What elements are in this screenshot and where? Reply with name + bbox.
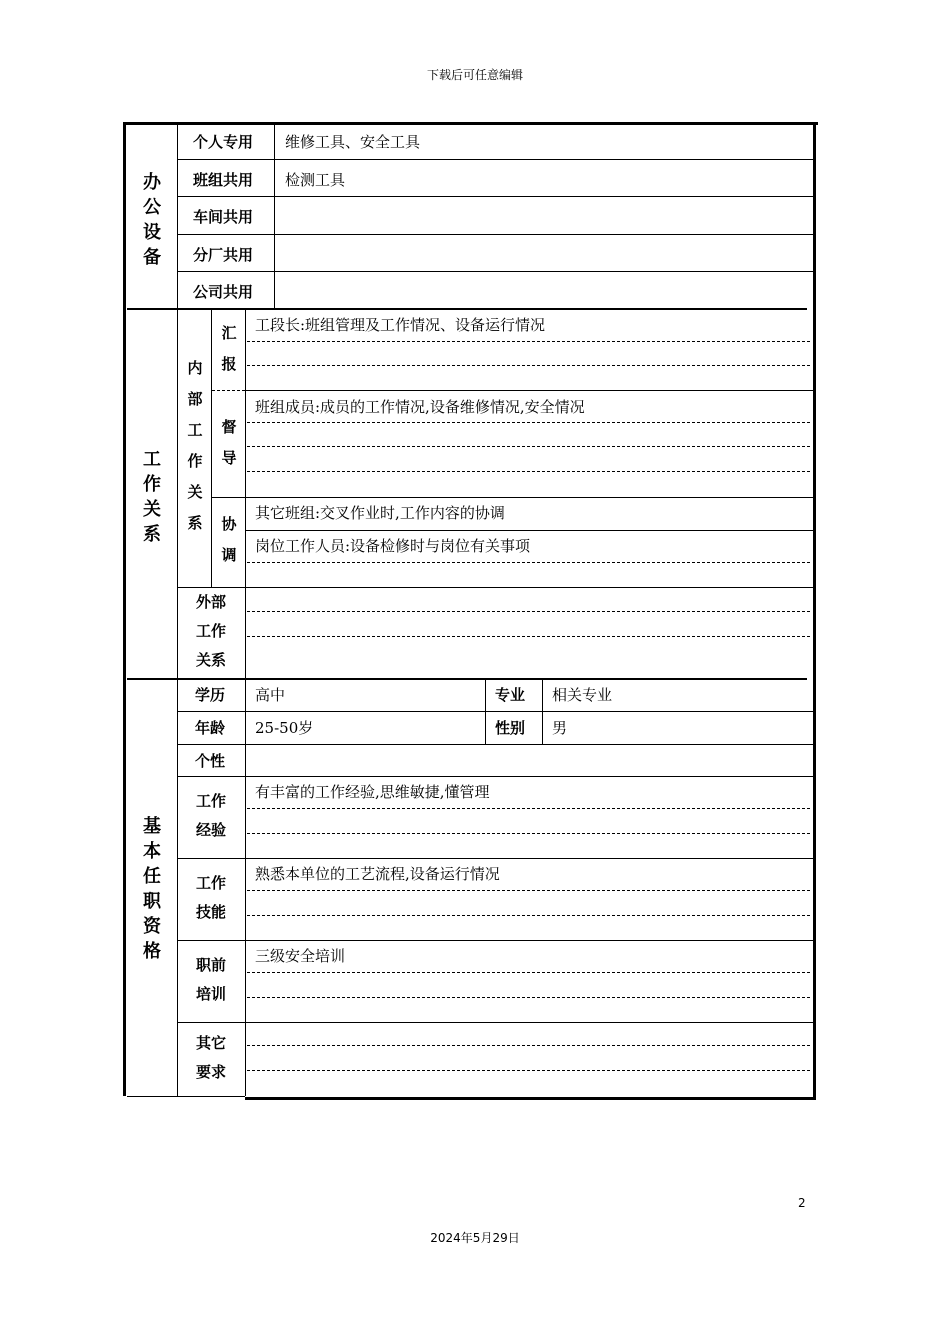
supervise-line-1: 班组成员:成员的工作情况,设备维修情况,安全情况 xyxy=(255,398,585,416)
supervise-dash-1 xyxy=(247,422,810,423)
office-row-line-4 xyxy=(178,271,813,272)
frame-left xyxy=(123,122,126,1096)
internal-relations-label: 内部工作关系 xyxy=(187,359,203,532)
training-label: 职前培训 xyxy=(195,956,226,1003)
skills-dash-1 xyxy=(247,890,810,891)
office-label-divider xyxy=(274,125,275,308)
experience-value: 有丰富的工作经验,思维敏捷,懂管理 xyxy=(255,783,490,801)
external-relations-label: 外部工作关系 xyxy=(195,593,226,669)
team-use-value: 检测工具 xyxy=(285,171,346,189)
qual-row-line-4 xyxy=(178,858,813,859)
coordinate-dash-1 xyxy=(247,562,810,563)
training-dash-2 xyxy=(247,997,810,998)
skills-label: 工作技能 xyxy=(195,874,226,921)
qual-row-line-1 xyxy=(178,711,813,712)
qual-row-line-5 xyxy=(178,940,813,941)
coordinate-line-2: 岗位工作人员:设备检修时与岗位有关事项 xyxy=(255,537,531,555)
supervise-dash-2 xyxy=(247,446,810,447)
frame-bottom xyxy=(245,1097,816,1100)
other-requirements-label: 其它要求 xyxy=(195,1034,226,1081)
personality-label: 个性 xyxy=(195,752,226,770)
experience-label: 工作经验 xyxy=(195,792,226,839)
supervise-dash-3 xyxy=(247,471,810,472)
office-row-line-3 xyxy=(178,234,813,235)
report-dash-1 xyxy=(247,341,810,342)
coordinate-line-1: 其它班组:交叉作业时,工作内容的协调 xyxy=(255,504,505,522)
other-dash-2 xyxy=(247,1070,810,1071)
major-value-divider xyxy=(542,680,543,744)
office-equipment-title: 办公设备 xyxy=(143,172,161,268)
supervise-label: 督导 xyxy=(221,418,237,467)
qual-row-line-6 xyxy=(178,1022,813,1023)
frame-top xyxy=(123,122,818,125)
sep-office-relations xyxy=(127,308,807,310)
other-dash-1 xyxy=(247,1045,810,1046)
page-number: 2 xyxy=(798,1196,806,1210)
report-label: 汇报 xyxy=(221,324,237,373)
report-supervise-sep xyxy=(245,390,813,391)
frame-bottom-left xyxy=(127,1096,245,1097)
report-supervise-dash-sep xyxy=(212,390,245,391)
office-row-line-2 xyxy=(178,196,813,197)
branch-factory-use-label: 分厂共用 xyxy=(193,246,254,264)
company-use-label: 公司共用 xyxy=(193,283,254,301)
training-dash-1 xyxy=(247,972,810,973)
office-row-line-1 xyxy=(178,159,813,160)
supervise-coordinate-sep xyxy=(212,497,813,498)
major-label: 专业 xyxy=(495,686,526,704)
edu-major-divider xyxy=(485,680,486,744)
team-use-label: 班组共用 xyxy=(193,171,254,189)
report-dash-2 xyxy=(247,365,810,366)
skills-value: 熟悉本单位的工艺流程,设备运行情况 xyxy=(255,865,500,883)
qual-label-divider xyxy=(245,680,246,1096)
sep-relations-qual xyxy=(127,678,807,680)
personal-use-value: 维修工具、安全工具 xyxy=(285,133,421,151)
workshop-use-label: 车间共用 xyxy=(193,208,254,226)
page-header: 下载后可任意编辑 xyxy=(426,68,523,82)
qual-row-line-3 xyxy=(178,776,813,777)
education-label: 学历 xyxy=(195,686,226,704)
age-value: 25-50岁 xyxy=(255,719,314,737)
personal-use-label: 个人专用 xyxy=(193,133,254,151)
major-value: 相关专业 xyxy=(552,686,613,704)
internal-external-sep xyxy=(178,587,813,588)
experience-dash-2 xyxy=(247,833,810,834)
coordinate-line-sep xyxy=(245,530,813,531)
coordinate-label: 协调 xyxy=(221,515,237,564)
frame-right xyxy=(813,122,816,1100)
qual-row-line-2 xyxy=(178,744,813,745)
footer-date: 2024年5月29日 xyxy=(430,1231,520,1245)
gender-label: 性别 xyxy=(495,719,526,737)
external-dash-2 xyxy=(247,636,810,637)
report-line-1: 工段长:班组管理及工作情况、设备运行情况 xyxy=(255,316,546,334)
education-value: 高中 xyxy=(255,686,286,704)
experience-dash-1 xyxy=(247,808,810,809)
internal-divider xyxy=(211,310,212,587)
age-label: 年龄 xyxy=(195,719,226,737)
qualifications-title: 基本任职资格 xyxy=(143,816,161,962)
gender-value: 男 xyxy=(552,719,568,737)
skills-dash-2 xyxy=(247,915,810,916)
work-relations-title: 工作关系 xyxy=(143,449,161,545)
external-dash-1 xyxy=(247,611,810,612)
training-value: 三级安全培训 xyxy=(255,947,346,965)
relations-content-divider xyxy=(245,310,246,678)
